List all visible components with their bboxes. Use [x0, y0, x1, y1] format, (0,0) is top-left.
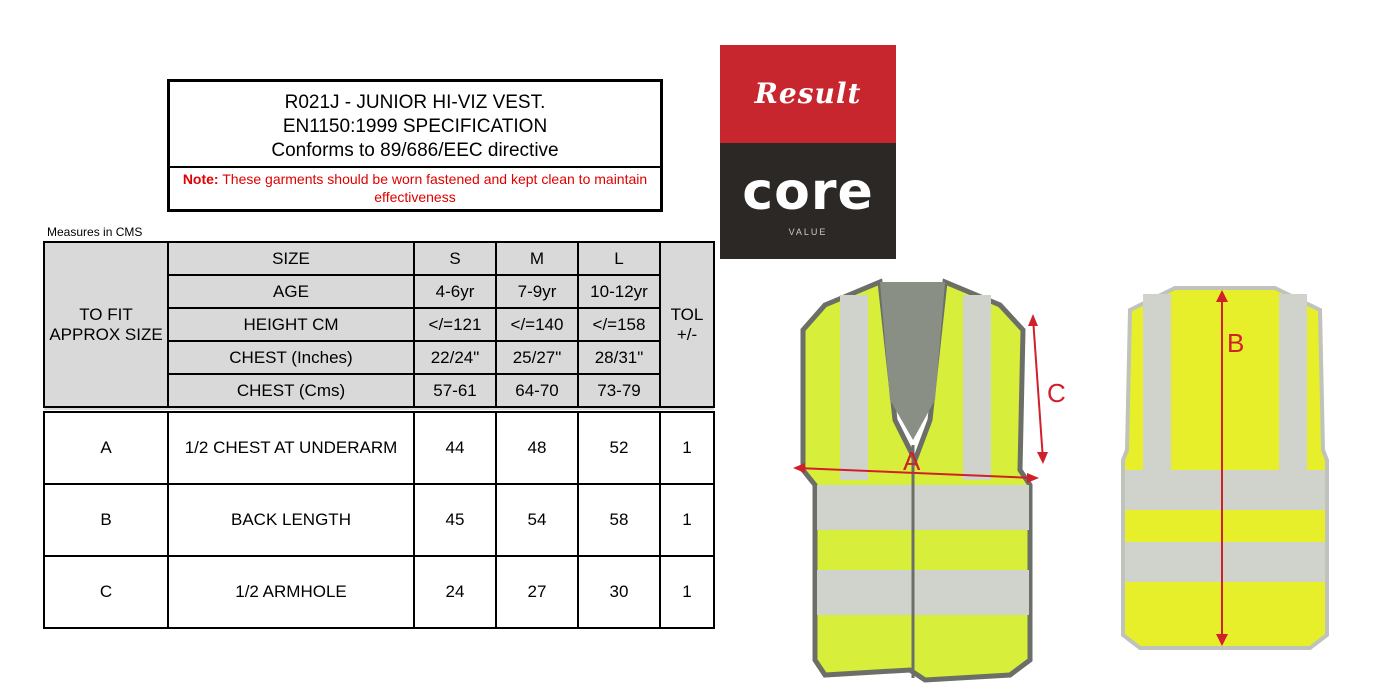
arrow-a-head-right	[1027, 473, 1039, 483]
header-cell: 64-70	[496, 374, 578, 410]
measurement-value: 24	[414, 556, 496, 628]
header-row-label: HEIGHT CM	[168, 308, 414, 341]
note-label: Note:	[182, 171, 219, 187]
measurement-row	[44, 410, 714, 485]
specification-line: EN1150:1999 SPECIFICATION	[282, 116, 548, 137]
vest-front-tape-upper	[817, 485, 1029, 530]
arrow-c	[1033, 318, 1043, 460]
measurement-row	[44, 484, 714, 556]
header-row-label: SIZE	[168, 242, 414, 275]
fit-size-label: TO FIT APPROX SIZE	[44, 242, 168, 410]
measurement-value: 58	[578, 484, 660, 556]
header-cell: 57-61	[414, 374, 496, 410]
label-a: A	[903, 446, 921, 476]
header-cell: 7-9yr	[496, 275, 578, 308]
tolerance-value: 1	[660, 484, 714, 556]
logo-value-word: VALUE	[788, 227, 828, 237]
header-cell: 28/31"	[578, 341, 660, 374]
logo-brand: Result	[720, 45, 896, 143]
measurement-code: A	[44, 410, 168, 485]
arrow-c-head-top	[1028, 314, 1038, 326]
vest-back-tape-upper	[1125, 470, 1325, 510]
label-c: C	[1047, 378, 1066, 408]
header-row-label: AGE	[168, 275, 414, 308]
vest-front-strap-right	[963, 295, 991, 480]
vest-back-strap-right	[1279, 294, 1307, 479]
directive-line: Conforms to 89/686/EEC directive	[271, 140, 559, 161]
header-cell: 73-79	[578, 374, 660, 410]
size-chart-table	[43, 241, 715, 629]
header-cell: 4-6yr	[414, 275, 496, 308]
header-row-label: CHEST (Inches)	[168, 341, 414, 374]
product-title: R021J - JUNIOR HI-VIZ VEST.	[284, 92, 546, 113]
arrow-c-head-bottom	[1037, 452, 1048, 464]
header-cell: 25/27"	[496, 341, 578, 374]
measurement-value: 30	[578, 556, 660, 628]
header-cell: </=121	[414, 308, 496, 341]
tolerance-label: TOL +/-	[660, 242, 714, 410]
header-row	[44, 242, 714, 275]
spec-title	[170, 82, 660, 168]
vest-front-tape-lower	[817, 570, 1029, 615]
header-cell: 10-12yr	[578, 275, 660, 308]
label-b: B	[1227, 328, 1245, 358]
vest-back-illustration	[1115, 280, 1335, 660]
logo-core-word: core	[742, 162, 874, 222]
vest-back-strap-left	[1143, 294, 1171, 479]
measurement-code: B	[44, 484, 168, 556]
header-cell: L	[578, 242, 660, 275]
measurement-label: BACK LENGTH	[168, 484, 414, 556]
header-cell: S	[414, 242, 496, 275]
measurement-label: 1/2 CHEST AT UNDERARM	[168, 410, 414, 485]
measurement-value: 44	[414, 410, 496, 485]
measurement-label: 1/2 ARMHOLE	[168, 556, 414, 628]
measures-unit-label: Measures in CMS	[47, 225, 143, 239]
tolerance-value: 1	[660, 410, 714, 485]
measurement-value: 27	[496, 556, 578, 628]
measurement-value: 52	[578, 410, 660, 485]
measurement-row	[44, 556, 714, 628]
header-cell: M	[496, 242, 578, 275]
care-note	[170, 168, 660, 206]
tolerance-value: 1	[660, 556, 714, 628]
header-cell: </=158	[578, 308, 660, 341]
header-cell: 22/24"	[414, 341, 496, 374]
header-cell: </=140	[496, 308, 578, 341]
measurement-code: C	[44, 556, 168, 628]
arrow-a-head-left	[793, 463, 805, 473]
result-core-logo	[720, 45, 896, 259]
measurement-value: 48	[496, 410, 578, 485]
logo-core-panel	[720, 143, 896, 259]
note-text: These garments should be worn fastened and kept clean to maintain effectiveness	[218, 171, 648, 205]
spec-header-box	[167, 79, 663, 212]
measurement-value: 45	[414, 484, 496, 556]
header-row-label: CHEST (Cms)	[168, 374, 414, 410]
measurement-value: 54	[496, 484, 578, 556]
vest-front-strap-left	[840, 295, 868, 480]
vest-front-illustration	[785, 270, 1066, 690]
vest-back-tape-lower	[1125, 542, 1325, 582]
